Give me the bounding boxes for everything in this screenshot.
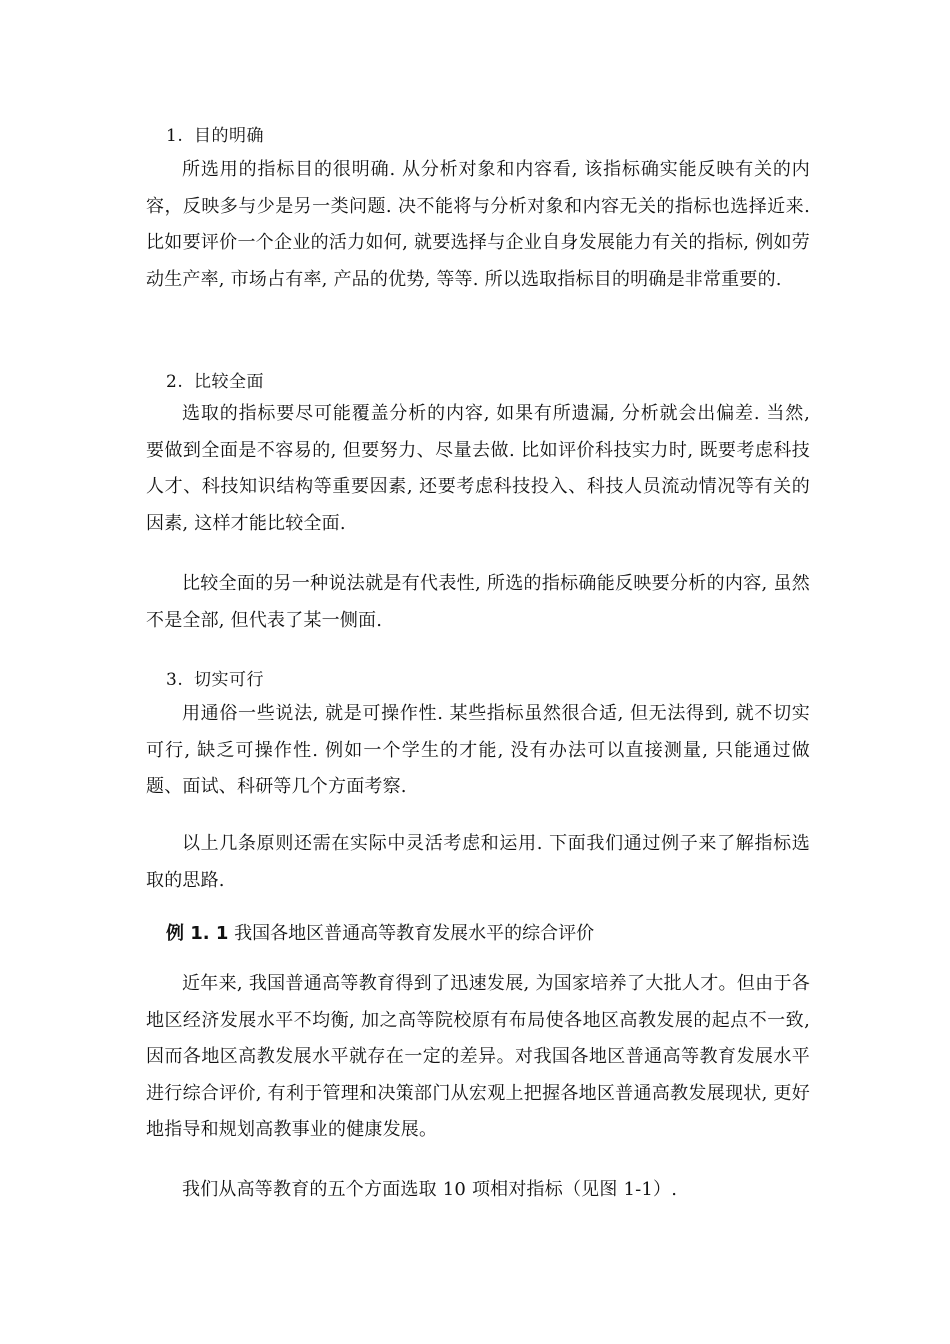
paragraph: 比较全面的另一种说法就是有代表性, 所选的指标确能反映要分析的内容, 虽然不是全部, 但代表了某一侧面. xyxy=(146,573,810,631)
section-number: 2. xyxy=(166,372,184,392)
section-title: 切实可行 xyxy=(194,670,264,690)
example-heading xyxy=(166,922,594,946)
paragraph: 以上几条原则还需在实际中灵活考虑和运用. 下面我们通过例子来了解指标选取的思路. xyxy=(146,833,810,891)
section-title: 比较全面 xyxy=(194,372,264,392)
section-heading-1 xyxy=(166,124,264,148)
example-title: 我国各地区普通高等教育发展水平的综合评价 xyxy=(234,923,595,944)
section-title: 目的明确 xyxy=(194,126,264,146)
paragraph: 近年来, 我国普通高等教育得到了迅速发展, 为国家培养了大批人才。但由于各地区经济发展水平不均衡, 加之高等院校原有布局使各地区高教发展的起点不一致, 因而各地区高教发展水平就存在一定的差异。对我国各地区普通高等教育发展水平进行综合评价, 有利于管理和决策部门从宏观上把握各地区普通高教发展现状, 更好地指导和规划高教事业的健康发展。 xyxy=(146,973,810,1140)
paragraph: 所选用的指标目的很明确. 从分析对象和内容看, 该指标确实能反映有关的内容，反映多与少是另一类问题. 决不能将与分析对象和内容无关的指标也选择近来. 比如要评价一个企业的活力如何, 就要选择与企业自身发展能力有关的指标, 例如劳动生产率, 市场占有率, 产品的优势, 等等. 所以选取指标目的明确是非常重要的. xyxy=(146,159,810,290)
section-heading-3 xyxy=(166,668,264,692)
example-label: 例 1. 1 xyxy=(166,923,229,944)
section-number: 1. xyxy=(166,126,184,146)
paragraph: 我们从高等教育的五个方面选取 10 项相对指标（见图 1-1）. xyxy=(182,1179,678,1200)
section-number: 3. xyxy=(166,670,184,690)
paragraph: 用通俗一些说法, 就是可操作性. 某些指标虽然很合适, 但无法得到, 就不切实可行, 缺乏可操作性. 例如一个学生的才能, 没有办法可以直接测量, 只能通过做题、面试、科研等几个方面考察. xyxy=(146,703,810,797)
section-heading-2 xyxy=(166,370,264,394)
paragraph: 选取的指标要尽可能覆盖分析的内容, 如果有所遗漏, 分析就会出偏差. 当然, 要做到全面是不容易的, 但要努力、尽量去做. 比如评价科技实力时, 既要考虑科技人才、科技知识结构等重要因素, 还要考虑科技投入、科技人员流动情况等有关的因素, 这样才能比较全面. xyxy=(146,403,810,534)
